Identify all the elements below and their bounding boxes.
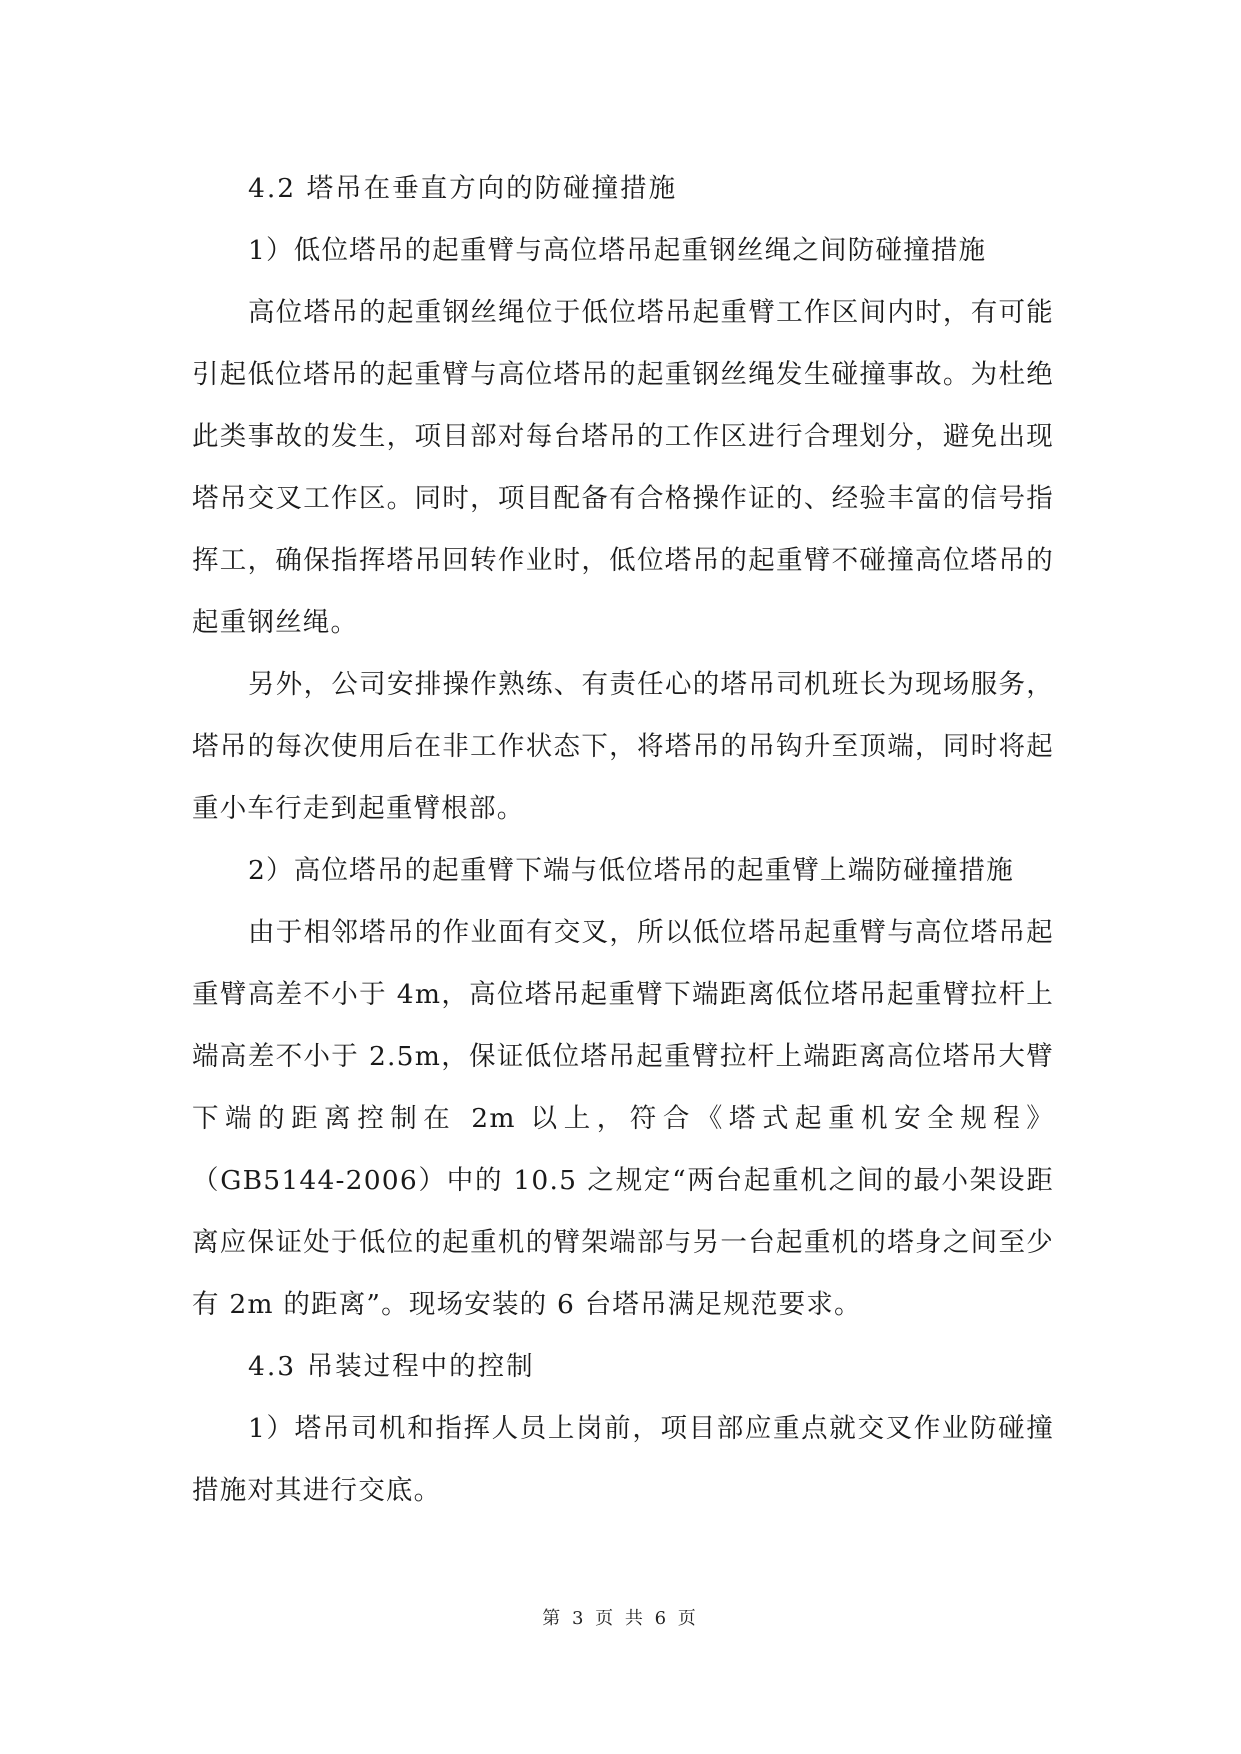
- paragraph-height-difference: 由于相邻塔吊的作业面有交叉，所以低位塔吊起重臂与高位塔吊起重臂高差不小于 4m，高位塔吊起重臂下端距离低位塔吊起重臂拉杆上端高差不小于 2.5m，保证低位塔吊起重臂拉杆上端距离高位塔吊大臂下端的距离控制在 2m 以上，符合《塔式起重机安全规程》（GB5144-2006）中的 10.5 之规定“两台起重机之间的最小架设距离应保证处于低位的起重机的臂架端部与另一台起重机的塔身之间至少有 2m 的距离”。现场安装的 6 台塔吊满足规范要求。: [192, 917, 1054, 1320]
- section-heading-4-3: 4.3 吊装过程中的控制: [248, 1351, 535, 1382]
- page-footer: 第 3 页 共 6 页: [542, 1608, 699, 1629]
- subheading-low-boom-vs-high-cable: 1）低位塔吊的起重臂与高位塔吊起重钢丝绳之间防碰撞措施: [248, 235, 987, 266]
- paragraph-driver-arrangement: 另外，公司安排操作熟练、有责任心的塔吊司机班长为现场服务，塔吊的每次使用后在非工作状态下，将塔吊的吊钩升至顶端，同时将起重小车行走到起重臂根部。: [192, 669, 1054, 824]
- section-heading-4-2: 4.2 塔吊在垂直方向的防碰撞措施: [248, 173, 678, 204]
- paragraph-briefing: 1）塔吊司机和指挥人员上岗前，项目部应重点就交叉作业防碰撞措施对其进行交底。: [192, 1413, 1054, 1506]
- paragraph-cable-collision: 高位塔吊的起重钢丝绳位于低位塔吊起重臂工作区间内时，有可能引起低位塔吊的起重臂与高位塔吊的起重钢丝绳发生碰撞事故。为杜绝此类事故的发生，项目部对每台塔吊的工作区进行合理划分，避免出现塔吊交叉工作区。同时，项目配备有合格操作证的、经验丰富的信号指挥工，确保指挥塔吊回转作业时，低位塔吊的起重臂不碰撞高位塔吊的起重钢丝绳。: [192, 297, 1054, 638]
- subheading-high-boom-vs-low-boom: 2）高位塔吊的起重臂下端与低位塔吊的起重臂上端防碰撞措施: [248, 855, 1014, 886]
- document-body: [192, 158, 1054, 1522]
